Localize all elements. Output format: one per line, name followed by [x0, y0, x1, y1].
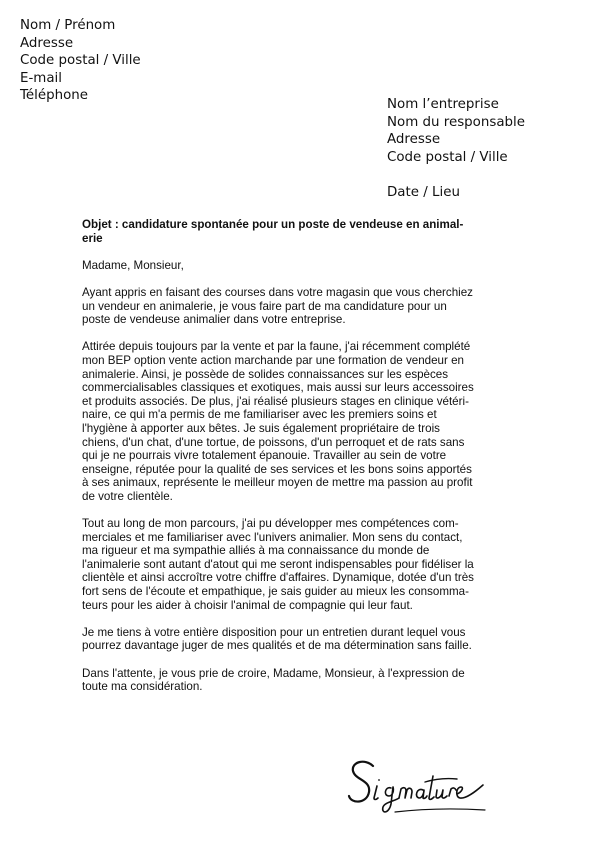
paragraph-line: naire, ce qui m'a permis de me familiariser avec les premiers soins et	[82, 408, 437, 422]
sender-address: Adresse	[20, 35, 74, 51]
paragraph-line: clientèle et ainsi accroître votre chiffre d'affaires. Dynamique, dotée d'un très	[82, 571, 474, 585]
date-place: Date / Lieu	[387, 185, 460, 201]
salutation-line: Madame, Monsieur,	[82, 258, 184, 272]
paragraph-line: qui je ne pourrais vivre totalement épanouie. Travailler au sein de votre	[82, 449, 447, 463]
paragraph-line: commercialisables classiques et exotiques, mais aussi sur leurs accessoires	[82, 381, 474, 395]
paragraph-line: mon BEP option vente action marchande par une formation de vendeur en	[82, 353, 464, 367]
paragraph-line: enseigne, réputée pour la qualité de ses services et les bons soins apportés	[82, 462, 472, 476]
paragraph-line: poste de vendeuse animalier dans votre entreprise.	[82, 313, 346, 327]
handwritten-signature	[343, 752, 503, 822]
recipient-block	[387, 96, 525, 202]
paragraph-line: de votre clientèle.	[82, 489, 173, 503]
paragraph-2	[82, 340, 512, 503]
paragraph-line: toute ma considération.	[82, 680, 203, 694]
subject-line: Objet : candidature spontanée pour un poste de vendeuse en animal-	[82, 218, 464, 231]
paragraph-line: pourrez davantage juger de mes qualités et de ma détermination sans faille.	[82, 639, 472, 653]
paragraph-5	[82, 667, 512, 694]
paragraph-line: Attirée depuis toujours par la vente et par la faune, j'ai récemment complété	[82, 340, 471, 354]
paragraph-line: teurs pour les aider à choisir l'animal de compagnie qui leur faut.	[82, 598, 413, 612]
paragraph-line: à ses animaux, représente le meilleur moyen de mettre ma passion au profit	[82, 476, 473, 490]
paragraph-line: animalerie. Ainsi, je possède de solides connaissances sur les espèces	[82, 367, 449, 381]
recipient-postal-city: Code postal / Ville	[387, 149, 508, 165]
sender-email: E-mail	[20, 70, 62, 86]
letter-body	[82, 218, 512, 694]
paragraph-line: merciales et me familiariser avec l'univers animalier. Mon sens du contact,	[82, 530, 463, 544]
sender-name: Nom / Prénom	[20, 18, 116, 33]
paragraph-line: fort sens de l'écoute et empathique, je sais guider au mieux les consomma-	[82, 585, 469, 599]
paragraph-line: Tout au long de mon parcours, j'ai pu développer mes compétences com-	[82, 517, 459, 531]
paragraph-line: Dans l'attente, je vous prie de croire, Madame, Monsieur, à l'expression de	[82, 666, 465, 680]
paragraph-line: ma rigueur et ma sympathie alliés à ma connaissance du monde de	[82, 544, 430, 558]
subject-line: erie	[82, 231, 103, 245]
paragraph-line: Je me tiens à votre entière disposition pour un entretien durant lequel vous	[82, 625, 466, 639]
sender-phone: Téléphone	[20, 88, 89, 104]
paragraph-line: chiens, d'un chat, d'une tortue, de poissons, d'un perroquet et de rats sans	[82, 435, 465, 449]
recipient-company: Nom l’entreprise	[387, 97, 499, 112]
paragraph-4	[82, 626, 512, 653]
paragraph-line: Ayant appris en faisant des courses dans votre magasin que vous cherchiez	[82, 285, 473, 299]
sender-postal-city: Code postal / Ville	[20, 53, 141, 69]
paragraph-line: l'animalerie sont autant d'atout qui me seront indispensables pour fidéliser la	[82, 557, 474, 571]
salutation	[82, 259, 512, 273]
paragraph-line: l'hygiène à apporter aux bêtes. Je suis également propriétaire de trois	[82, 421, 440, 435]
recipient-address: Adresse	[387, 132, 441, 148]
paragraph-1	[82, 286, 512, 327]
subject	[82, 218, 512, 245]
paragraph-line: et produits associés. De plus, j'ai réalisé plusieurs stages en clinique vétéri-	[82, 394, 469, 408]
paragraph-line: un vendeur en animalerie, je vous faire part de ma candidature pour un	[82, 299, 447, 313]
recipient-manager: Nom du responsable	[387, 114, 525, 130]
paragraph-3	[82, 517, 512, 612]
sender-block	[20, 17, 141, 105]
